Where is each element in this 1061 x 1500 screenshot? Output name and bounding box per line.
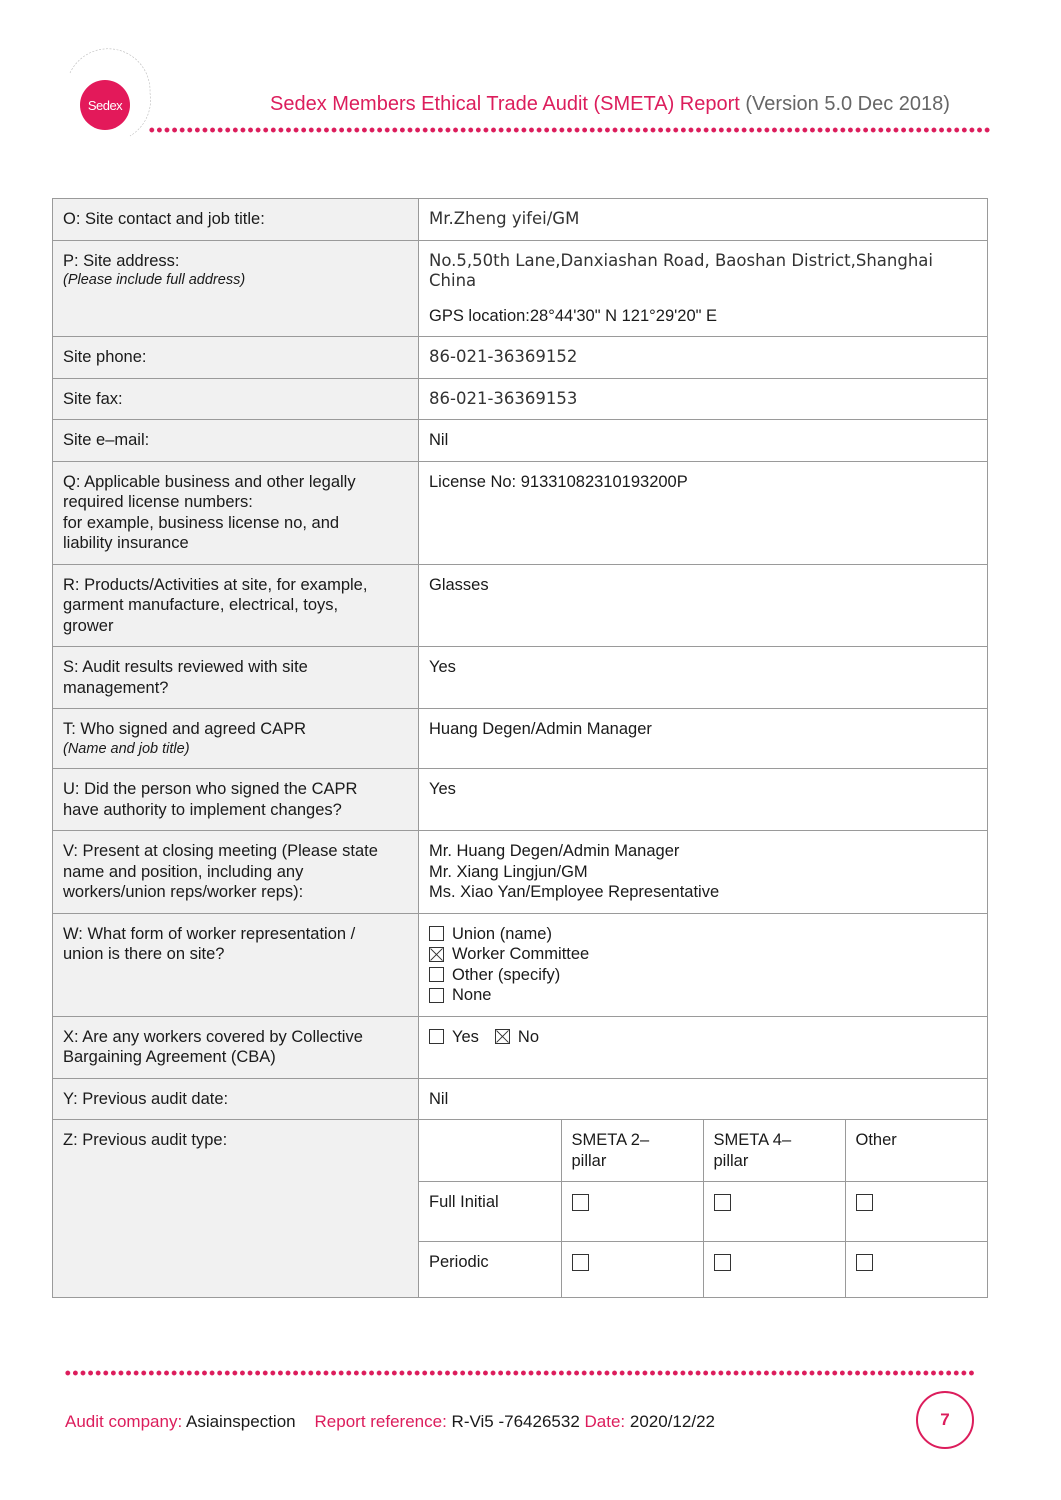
- site-address-text: No.5,50th Lane,Danxiashan Road, Baoshan District,Shanghai China: [429, 250, 933, 290]
- row-label-full-initial: Full Initial: [419, 1182, 561, 1242]
- checkbox-icon[interactable]: [856, 1254, 873, 1271]
- option-other[interactable]: [429, 965, 977, 986]
- label-line: X: Are any workers covered by Collective: [63, 1027, 363, 1046]
- footer-info: [65, 1412, 715, 1432]
- attendee: Mr. Huang Degen/Admin Manager: [429, 842, 680, 860]
- label-line: have authority to implement changes?: [63, 800, 342, 819]
- option-cba-no[interactable]: [495, 1027, 539, 1048]
- col-line: SMETA 2–: [571, 1131, 650, 1149]
- row-worker-representation: [53, 913, 988, 1016]
- checkbox-icon[interactable]: [429, 988, 444, 1003]
- audit-type-corner: [419, 1120, 561, 1182]
- checkbox-icon[interactable]: [429, 926, 444, 941]
- logo-text: Sedex: [87, 97, 123, 113]
- label-site-contact: O: Site contact and job title:: [53, 199, 419, 241]
- value-capr-authority: Yes: [419, 769, 988, 831]
- cell-periodic-smeta2: [561, 1242, 703, 1297]
- label-line: Q: Applicable business and other legally: [63, 472, 356, 491]
- label-line: V: Present at closing meeting (Please state: [63, 842, 378, 860]
- report-reference-value: R-Vi5 -76426532: [451, 1412, 580, 1431]
- option-label: Other (specify): [452, 965, 561, 984]
- label-previous-audit-type: Z: Previous audit type:: [53, 1120, 419, 1298]
- report-title-main: Sedex Members Ethical Trade Audit (SMETA) Report: [270, 93, 740, 115]
- label-license-numbers: [53, 461, 419, 564]
- cell-periodic-smeta4: [703, 1242, 845, 1297]
- label-line: T: Who signed and agreed CAPR: [63, 720, 307, 738]
- value-site-address: [419, 240, 988, 337]
- gps-location: GPS location:28°44'30" N 121°29'20" E: [429, 306, 718, 325]
- value-products-activities: Glasses: [419, 564, 988, 647]
- col-smeta-2-pillar: [561, 1120, 703, 1182]
- label-previous-audit-date: Y: Previous audit date:: [53, 1078, 419, 1120]
- value-cba: [419, 1016, 988, 1078]
- row-site-contact: [53, 199, 988, 241]
- label-site-address-hint: (Please include full address): [63, 272, 246, 288]
- label-site-email: Site e–mail:: [53, 420, 419, 462]
- label-audit-results-reviewed: [53, 647, 419, 709]
- col-line: SMETA 4–: [713, 1131, 792, 1149]
- value-audit-results-reviewed: Yes: [419, 647, 988, 709]
- cell-full-initial-other: [845, 1182, 987, 1242]
- row-site-fax: [53, 378, 988, 420]
- audit-type-row-periodic: [419, 1242, 987, 1297]
- report-reference-label: Report reference:: [314, 1412, 447, 1431]
- checkbox-icon[interactable]: [429, 967, 444, 982]
- row-closing-meeting: [53, 831, 988, 914]
- attendee: Ms. Xiao Yan/Employee Representative: [429, 883, 720, 901]
- option-cba-yes[interactable]: [429, 1027, 479, 1048]
- label-capr-signer: [53, 709, 419, 769]
- audit-type-header-row: [419, 1120, 987, 1182]
- site-details-table: [52, 198, 988, 1298]
- col-other: [845, 1120, 987, 1182]
- value-capr-signer: Huang Degen/Admin Manager: [419, 709, 988, 769]
- label-line: Bargaining Agreement (CBA): [63, 1048, 276, 1066]
- label-worker-representation: [53, 913, 419, 1016]
- date-label: Date:: [584, 1412, 626, 1431]
- audit-type-grid: [419, 1120, 987, 1297]
- logo-circle: [80, 80, 130, 130]
- row-capr-authority: [53, 769, 988, 831]
- cell-full-initial-smeta4: [703, 1182, 845, 1242]
- value-license-numbers: License No: 91331082310193200P: [419, 461, 988, 564]
- option-none[interactable]: [429, 985, 977, 1006]
- value-site-fax: 86-021-36369153: [419, 378, 988, 420]
- header-dotted-rule: [148, 127, 992, 133]
- label-line: S: Audit results reviewed with site: [63, 658, 308, 676]
- row-previous-audit-type: [53, 1120, 988, 1298]
- checkbox-icon[interactable]: [572, 1254, 589, 1271]
- label-site-fax: Site fax:: [53, 378, 419, 420]
- cell-periodic-other: [845, 1242, 987, 1297]
- label-products-activities: [53, 564, 419, 647]
- col-smeta-4-pillar: [703, 1120, 845, 1182]
- option-label: None: [452, 986, 492, 1004]
- label-capr-signer-hint: (Name and job title): [63, 740, 190, 757]
- option-union[interactable]: [429, 924, 977, 945]
- audit-company-value: Asiainspection: [185, 1412, 296, 1431]
- label-line: management?: [63, 678, 169, 697]
- date-value: 2020/12/22: [629, 1412, 715, 1431]
- row-capr-signer: [53, 709, 988, 769]
- value-closing-meeting: [419, 831, 988, 914]
- row-previous-audit-date: [53, 1078, 988, 1120]
- row-site-phone: [53, 337, 988, 379]
- option-label: Union (name): [452, 924, 552, 943]
- label-line: grower: [63, 616, 114, 635]
- attendee: Mr. Xiang Lingjun/GM: [429, 862, 588, 881]
- label-site-phone: Site phone:: [53, 337, 419, 379]
- option-label: Worker Committee: [452, 945, 590, 963]
- option-label: Yes: [452, 1027, 479, 1046]
- footer-dotted-rule: [64, 1370, 974, 1376]
- checkbox-checked-icon[interactable]: [429, 947, 444, 962]
- label-closing-meeting: [53, 831, 419, 914]
- checkbox-checked-icon[interactable]: [495, 1029, 510, 1044]
- label-line: for example, business license no, and: [63, 513, 340, 532]
- row-site-address: [53, 240, 988, 337]
- value-previous-audit-type: [419, 1120, 988, 1298]
- col-line: pillar: [713, 1151, 749, 1170]
- page-number-badge: [916, 1391, 974, 1449]
- label-line: R: Products/Activities at site, for example,: [63, 575, 368, 594]
- row-audit-results-reviewed: [53, 647, 988, 709]
- label-line: name and position, including any: [63, 862, 304, 881]
- checkbox-icon[interactable]: [572, 1194, 589, 1211]
- cell-full-initial-smeta2: [561, 1182, 703, 1242]
- value-site-phone: 86-021-36369152: [419, 337, 988, 379]
- checkbox-icon[interactable]: [714, 1254, 731, 1271]
- label-site-address: [53, 240, 419, 337]
- sedex-logo: [60, 48, 160, 143]
- audit-company-label: Audit company:: [65, 1412, 183, 1431]
- col-line: pillar: [571, 1151, 607, 1170]
- value-worker-representation: [419, 913, 988, 1016]
- page-number: 7: [940, 1410, 950, 1429]
- value-previous-audit-date: Nil: [419, 1078, 988, 1120]
- option-label: No: [517, 1027, 540, 1046]
- row-cba: [53, 1016, 988, 1078]
- checkbox-icon[interactable]: [856, 1194, 873, 1211]
- label-line: garment manufacture, electrical, toys,: [63, 596, 339, 614]
- checkbox-icon[interactable]: [429, 1029, 444, 1044]
- label-line: union is there on site?: [63, 945, 225, 963]
- value-site-contact: Mr.Zheng yifei/GM: [419, 199, 988, 241]
- report-version: (Version 5.0 Dec 2018): [745, 93, 950, 115]
- label-cba: [53, 1016, 419, 1078]
- label-line: U: Did the person who signed the CAPR: [63, 780, 358, 798]
- label-line: workers/union reps/worker reps):: [63, 883, 304, 901]
- row-products-activities: [53, 564, 988, 647]
- value-site-email: Nil: [419, 420, 988, 462]
- row-label-periodic: Periodic: [419, 1242, 561, 1297]
- label-line: required license numbers:: [63, 493, 253, 511]
- label-capr-authority: [53, 769, 419, 831]
- label-line: liability insurance: [63, 534, 189, 552]
- label-line: W: What form of worker representation /: [63, 924, 356, 943]
- report-title: [270, 93, 950, 116]
- row-site-email: [53, 420, 988, 462]
- row-license-numbers: [53, 461, 988, 564]
- option-worker-committee[interactable]: [429, 944, 977, 965]
- col-line: Other: [855, 1131, 897, 1149]
- label-site-address-text: P: Site address:: [63, 251, 180, 270]
- audit-type-row-full-initial: [419, 1182, 987, 1242]
- checkbox-icon[interactable]: [714, 1194, 731, 1211]
